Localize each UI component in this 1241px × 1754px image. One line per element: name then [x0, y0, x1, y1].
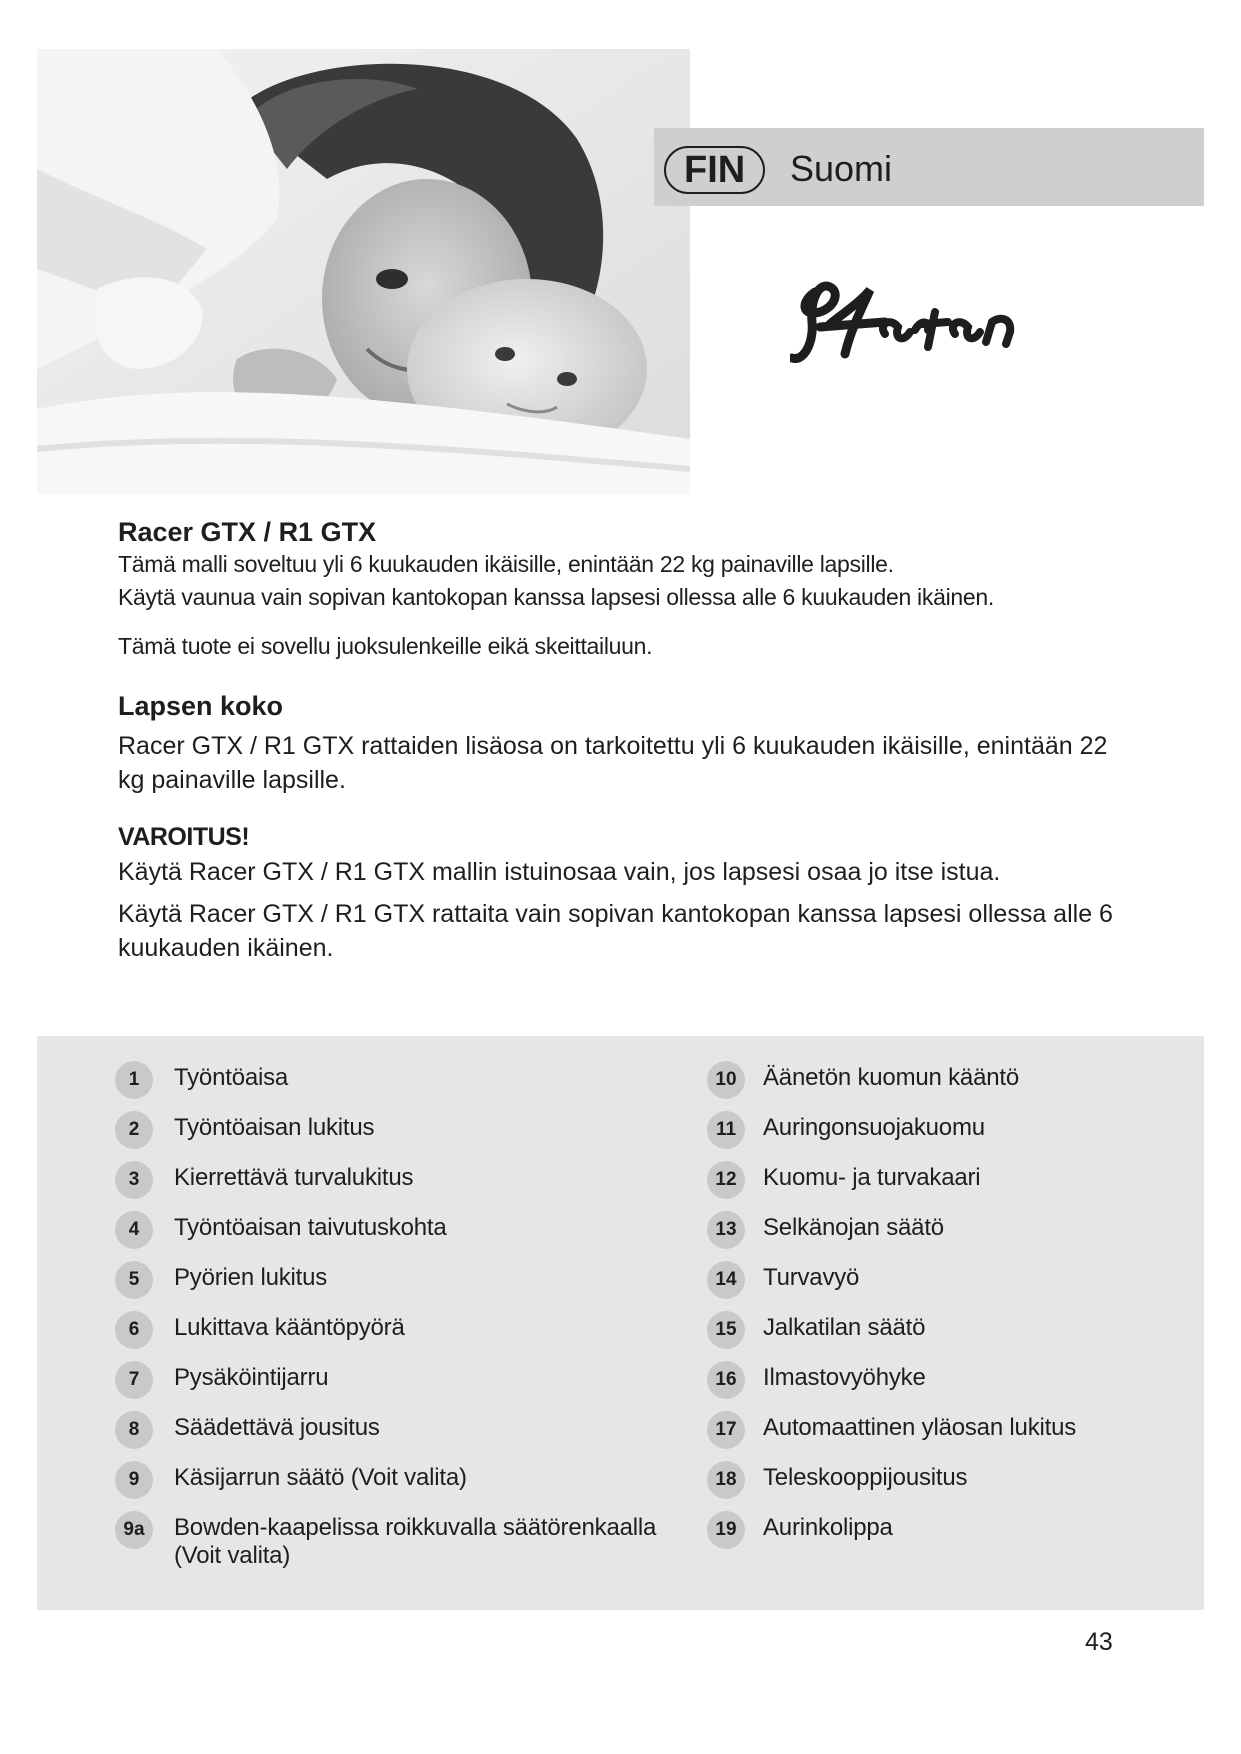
- language-bar: [654, 128, 1204, 206]
- part-label: Kuomu- ja turvakaari: [763, 1164, 981, 1191]
- part-label: Pyörien lukitus: [174, 1264, 328, 1291]
- number-badge: 7: [115, 1361, 153, 1399]
- parts-list-right: [707, 1064, 1187, 1564]
- part-label: Säädettävä jousitus: [174, 1414, 380, 1441]
- part-label: Teleskooppijousitus: [763, 1464, 968, 1491]
- number-badge: 15: [707, 1311, 745, 1349]
- warning-text-2: Käytä Racer GTX / R1 GTX rattaita vain sopivan kantokopan kanssa lapsesi ollessa alle 6 kuukauden ikäinen.: [118, 900, 1113, 962]
- list-item: [707, 1314, 1187, 1364]
- list-item: [115, 1114, 675, 1164]
- warning-text-1: Käytä Racer GTX / R1 GTX mallin istuinosaa vain, jos lapsesi osaa jo itse istua.: [118, 858, 1001, 886]
- part-label: [174, 1514, 656, 1570]
- part-label: Turvavyö: [763, 1264, 860, 1291]
- part-label: Käsijarrun säätö (Voit valita): [174, 1464, 467, 1491]
- language-name: Suomi: [790, 148, 893, 189]
- main-content: [118, 516, 1118, 965]
- hartan-logo: [790, 272, 1050, 372]
- list-item: [115, 1364, 675, 1414]
- part-label: Auringonsuojakuomu: [763, 1114, 985, 1141]
- number-badge: 19: [707, 1511, 745, 1549]
- list-item: [707, 1064, 1187, 1114]
- child-size-heading: Lapsen koko: [118, 691, 284, 721]
- part-label: Selkänojan säätö: [763, 1214, 944, 1241]
- list-item: [115, 1514, 675, 1569]
- list-item: [707, 1464, 1187, 1514]
- list-item: [707, 1214, 1187, 1264]
- number-badge: 6: [115, 1311, 153, 1349]
- list-item: [115, 1264, 675, 1314]
- list-item: [115, 1464, 675, 1514]
- part-label: Lukittava kääntöpyörä: [174, 1314, 405, 1341]
- number-badge: 3: [115, 1161, 153, 1199]
- list-item: [115, 1064, 675, 1114]
- part-label: Työntöaisan taivutuskohta: [174, 1214, 447, 1241]
- intro-line-3: Tämä tuote ei sovellu juoksulenkeille eikä skeittailuun.: [118, 633, 653, 659]
- number-badge: 1: [115, 1061, 153, 1099]
- part-label-line-2: (Voit valita): [174, 1542, 291, 1569]
- list-item: [115, 1164, 675, 1214]
- parts-list-left: [115, 1064, 675, 1569]
- number-badge: 10: [707, 1061, 745, 1099]
- intro-line-2: Käytä vaunua vain sopivan kantokopan kanssa lapsesi ollessa alle 6 kuukauden ikäinen.: [118, 584, 994, 610]
- list-item: [707, 1164, 1187, 1214]
- list-item: [115, 1214, 675, 1264]
- list-item: [707, 1364, 1187, 1414]
- part-label: Työntöaisan lukitus: [174, 1114, 375, 1141]
- part-label: Työntöaisa: [174, 1064, 289, 1091]
- number-badge: 18: [707, 1461, 745, 1499]
- number-badge: 12: [707, 1161, 745, 1199]
- part-label: Automaattinen yläosan lukitus: [763, 1414, 1077, 1441]
- number-badge: 11: [707, 1111, 745, 1149]
- list-item: [707, 1514, 1187, 1564]
- number-badge: 4: [115, 1211, 153, 1249]
- parts-list-panel: [37, 1036, 1204, 1610]
- number-badge: 14: [707, 1261, 745, 1299]
- part-label: Kierrettävä turvalukitus: [174, 1164, 414, 1191]
- number-badge: 13: [707, 1211, 745, 1249]
- part-label-line-1: Bowden-kaapelissa roikkuvalla säätörenkaalla: [174, 1514, 657, 1541]
- mother-baby-photo: [37, 49, 690, 494]
- list-item: [115, 1414, 675, 1464]
- part-label: Pysäköintijarru: [174, 1364, 329, 1391]
- number-badge: 17: [707, 1411, 745, 1449]
- list-item: [707, 1414, 1187, 1464]
- number-badge: 5: [115, 1261, 153, 1299]
- number-badge: 16: [707, 1361, 745, 1399]
- list-item: [707, 1114, 1187, 1164]
- intro-line-1: Tämä malli soveltuu yli 6 kuukauden ikäisille, enintään 22 kg painaville lapsille.: [118, 551, 894, 577]
- part-label: Aurinkolippa: [763, 1514, 893, 1541]
- child-size-text: Racer GTX / R1 GTX rattaiden lisäosa on tarkoitettu yli 6 kuukauden ikäisille, enintään 22 kg painaville lapsille.: [118, 732, 1108, 794]
- part-label: Ilmastovyöhyke: [763, 1364, 926, 1391]
- part-label: Jalkatilan säätö: [763, 1314, 926, 1341]
- part-label: Äänetön kuomun kääntö: [763, 1064, 1019, 1091]
- page-number: 43: [1085, 1628, 1113, 1656]
- list-item: [707, 1264, 1187, 1314]
- number-badge: 9a: [115, 1511, 153, 1549]
- warning-heading: VAROITUS!: [118, 823, 250, 851]
- number-badge: 8: [115, 1411, 153, 1449]
- product-title: Racer GTX / R1 GTX: [118, 517, 377, 547]
- number-badge: 2: [115, 1111, 153, 1149]
- language-code-badge: FIN: [664, 146, 765, 194]
- number-badge: 9: [115, 1461, 153, 1499]
- list-item: [115, 1314, 675, 1364]
